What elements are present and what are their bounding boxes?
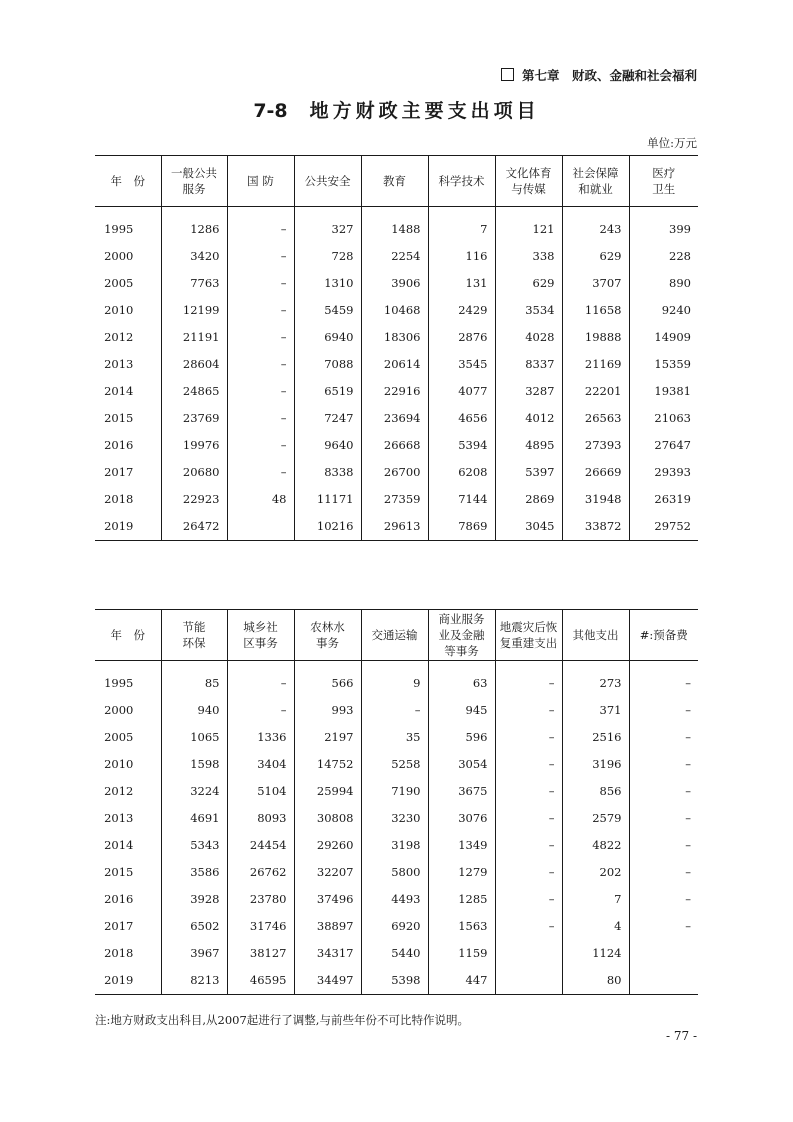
value-cell: 29752 xyxy=(629,512,698,541)
value-cell: – xyxy=(227,377,294,404)
table-row xyxy=(95,912,698,939)
year-cell: 2016 xyxy=(104,891,134,906)
value-cell: 3928 xyxy=(161,885,227,912)
chapter-title: 第七章 财政、金融和社会福利 xyxy=(521,68,697,83)
spacer-row xyxy=(95,207,698,216)
value-cell: 566 xyxy=(294,669,361,696)
table-row xyxy=(95,323,698,350)
value-cell: 2579 xyxy=(562,804,629,831)
column-header: 年 份 xyxy=(95,610,161,661)
value-cell: 24865 xyxy=(161,377,227,404)
year-cell: 2016 xyxy=(104,437,134,452)
year-cell: 2019 xyxy=(95,512,161,541)
value-cell: 4691 xyxy=(161,804,227,831)
value-cell: 1349 xyxy=(428,831,495,858)
value-cell: – xyxy=(227,296,294,323)
value-cell: 7 xyxy=(428,215,495,242)
value-cell: 29260 xyxy=(294,831,361,858)
value-cell: – xyxy=(629,804,698,831)
value-cell: 8338 xyxy=(294,458,361,485)
value-cell xyxy=(629,966,698,995)
value-cell: 5394 xyxy=(428,431,495,458)
table-row xyxy=(95,296,698,323)
value-cell: – xyxy=(227,431,294,458)
value-cell: 1286 xyxy=(161,215,227,242)
value-cell: 21063 xyxy=(629,404,698,431)
value-cell: 37496 xyxy=(294,885,361,912)
value-cell: 7763 xyxy=(161,269,227,296)
value-cell: – xyxy=(629,831,698,858)
table-row xyxy=(95,696,698,723)
value-cell: 3224 xyxy=(161,777,227,804)
value-cell: 2869 xyxy=(495,485,562,512)
year-cell: 2015 xyxy=(104,410,134,425)
value-cell: 18306 xyxy=(361,323,428,350)
spacer-cell xyxy=(161,661,227,670)
page-number: - 77 - xyxy=(665,1029,697,1043)
value-cell: – xyxy=(227,215,294,242)
value-cell: – xyxy=(227,458,294,485)
value-cell: 890 xyxy=(629,269,698,296)
value-cell: – xyxy=(495,696,562,723)
footnote: 注:地方财政支出科目,从2007起进行了调整,与前些年份不可比特作说明。 xyxy=(95,1013,469,1027)
value-cell: – xyxy=(629,912,698,939)
value-cell: 8213 xyxy=(161,966,227,995)
value-cell: 5104 xyxy=(227,777,294,804)
value-cell: 3198 xyxy=(361,831,428,858)
value-cell: 993 xyxy=(294,696,361,723)
column-header: 城乡社 区事务 xyxy=(227,610,294,661)
value-cell: – xyxy=(629,669,698,696)
year-cell: 2010 xyxy=(104,302,134,317)
value-cell: 35 xyxy=(361,723,428,750)
value-cell: 63 xyxy=(428,669,495,696)
column-header: 公共安全 xyxy=(294,156,361,207)
value-cell: – xyxy=(227,350,294,377)
value-cell: 9 xyxy=(361,669,428,696)
value-cell: 14909 xyxy=(629,323,698,350)
year-cell: 2014 xyxy=(104,383,134,398)
table-title: 地方财政主要支出项目 xyxy=(309,100,540,122)
value-cell: 20680 xyxy=(161,458,227,485)
value-cell: 945 xyxy=(428,696,495,723)
value-cell: 243 xyxy=(562,215,629,242)
value-cell: 5258 xyxy=(361,750,428,777)
spacer-cell xyxy=(294,207,361,216)
value-cell: – xyxy=(361,696,428,723)
year-cell: 2013 xyxy=(104,810,134,825)
year-cell: 2000 xyxy=(104,248,134,263)
chapter-header xyxy=(501,66,697,84)
value-cell: 11658 xyxy=(562,296,629,323)
value-cell: 23694 xyxy=(361,404,428,431)
value-cell: 940 xyxy=(161,696,227,723)
value-cell: 116 xyxy=(428,242,495,269)
value-cell: 5459 xyxy=(294,296,361,323)
value-cell: 2516 xyxy=(562,723,629,750)
value-cell xyxy=(227,512,294,541)
spacer-cell xyxy=(294,661,361,670)
value-cell: 1488 xyxy=(361,215,428,242)
value-cell: 48 xyxy=(227,485,294,512)
value-cell: 3675 xyxy=(428,777,495,804)
value-cell: – xyxy=(629,723,698,750)
value-cell: 629 xyxy=(562,242,629,269)
value-cell: 27393 xyxy=(562,431,629,458)
value-cell: 2429 xyxy=(428,296,495,323)
value-cell: 3586 xyxy=(161,858,227,885)
year-cell: 2019 xyxy=(95,966,161,995)
value-cell: 7 xyxy=(562,885,629,912)
value-cell: 1159 xyxy=(428,939,495,966)
table-row xyxy=(95,512,698,541)
value-cell: 10216 xyxy=(294,512,361,541)
table-row xyxy=(95,458,698,485)
spacer-cell xyxy=(95,207,161,216)
value-cell: 2197 xyxy=(294,723,361,750)
column-header: 其他支出 xyxy=(562,610,629,661)
value-cell: 121 xyxy=(495,215,562,242)
value-cell: 3967 xyxy=(161,939,227,966)
year-cell: 2018 xyxy=(104,945,134,960)
value-cell: 1598 xyxy=(161,750,227,777)
value-cell: 31746 xyxy=(227,912,294,939)
value-cell: 4895 xyxy=(495,431,562,458)
value-cell: 6920 xyxy=(361,912,428,939)
value-cell xyxy=(495,966,562,995)
value-cell: 5800 xyxy=(361,858,428,885)
value-cell: 31948 xyxy=(562,485,629,512)
table-row xyxy=(95,939,698,966)
value-cell: 33872 xyxy=(562,512,629,541)
value-cell: 856 xyxy=(562,777,629,804)
value-cell: 22923 xyxy=(161,485,227,512)
value-cell: 1279 xyxy=(428,858,495,885)
value-cell: 7144 xyxy=(428,485,495,512)
value-cell: – xyxy=(629,777,698,804)
value-cell: 4493 xyxy=(361,885,428,912)
value-cell: 273 xyxy=(562,669,629,696)
value-cell: 34497 xyxy=(294,966,361,995)
value-cell: 8093 xyxy=(227,804,294,831)
spacer-cell xyxy=(495,207,562,216)
value-cell: 29613 xyxy=(361,512,428,541)
value-cell: 1065 xyxy=(161,723,227,750)
spacer-cell xyxy=(428,207,495,216)
value-cell: 4028 xyxy=(495,323,562,350)
year-cell: 1995 xyxy=(104,675,134,690)
value-cell: 4077 xyxy=(428,377,495,404)
column-header: 文化体育 与传媒 xyxy=(495,156,562,207)
value-cell: 3287 xyxy=(495,377,562,404)
value-cell: 202 xyxy=(562,858,629,885)
value-cell: 19888 xyxy=(562,323,629,350)
value-cell: – xyxy=(495,831,562,858)
value-cell: 14752 xyxy=(294,750,361,777)
value-cell: 38897 xyxy=(294,912,361,939)
year-cell: 2017 xyxy=(104,918,134,933)
value-cell: 4822 xyxy=(562,831,629,858)
value-cell: – xyxy=(227,269,294,296)
value-cell: 26669 xyxy=(562,458,629,485)
value-cell: 26762 xyxy=(227,858,294,885)
value-cell: 26319 xyxy=(629,485,698,512)
table-row xyxy=(95,723,698,750)
table-number: 7-8 xyxy=(253,100,288,122)
value-cell: 1336 xyxy=(227,723,294,750)
value-cell: – xyxy=(629,858,698,885)
value-cell: – xyxy=(227,323,294,350)
spacer-cell xyxy=(227,661,294,670)
value-cell: 25994 xyxy=(294,777,361,804)
column-header: 一般公共 服务 xyxy=(161,156,227,207)
value-cell: 629 xyxy=(495,269,562,296)
table-row xyxy=(95,377,698,404)
value-cell: 2876 xyxy=(428,323,495,350)
value-cell: 3906 xyxy=(361,269,428,296)
year-cell: 2012 xyxy=(104,783,134,798)
expenditure-table-1 xyxy=(95,155,698,541)
value-cell: – xyxy=(629,885,698,912)
value-cell: 32207 xyxy=(294,858,361,885)
value-cell: – xyxy=(227,404,294,431)
year-cell: 2015 xyxy=(104,864,134,879)
spacer-cell xyxy=(361,207,428,216)
column-header: #:预备费 xyxy=(629,610,698,661)
column-header: 商业服务 业及金融 等事务 xyxy=(428,610,495,661)
value-cell: 3196 xyxy=(562,750,629,777)
value-cell: 15359 xyxy=(629,350,698,377)
value-cell: 30808 xyxy=(294,804,361,831)
year-cell: 2013 xyxy=(104,356,134,371)
value-cell: 447 xyxy=(428,966,495,995)
square-icon xyxy=(501,68,514,81)
value-cell: 26700 xyxy=(361,458,428,485)
value-cell: 327 xyxy=(294,215,361,242)
column-header: 科学技术 xyxy=(428,156,495,207)
value-cell: 3404 xyxy=(227,750,294,777)
value-cell: – xyxy=(495,723,562,750)
value-cell: 3534 xyxy=(495,296,562,323)
value-cell: 6940 xyxy=(294,323,361,350)
spacer-cell xyxy=(562,661,629,670)
table-row xyxy=(95,777,698,804)
value-cell: 11171 xyxy=(294,485,361,512)
spacer-cell xyxy=(95,661,161,670)
year-cell: 2017 xyxy=(104,464,134,479)
value-cell: 80 xyxy=(562,966,629,995)
column-header: 年 份 xyxy=(95,156,161,207)
value-cell: 38127 xyxy=(227,939,294,966)
value-cell: 399 xyxy=(629,215,698,242)
value-cell: 338 xyxy=(495,242,562,269)
value-cell: – xyxy=(629,750,698,777)
value-cell: 2254 xyxy=(361,242,428,269)
year-cell: 2005 xyxy=(104,275,134,290)
spacer-cell xyxy=(161,207,227,216)
column-header: 医疗 卫生 xyxy=(629,156,698,207)
value-cell: 21169 xyxy=(562,350,629,377)
spacer-row xyxy=(95,661,698,670)
table-row xyxy=(95,269,698,296)
year-cell: 1995 xyxy=(104,221,134,236)
spacer-cell xyxy=(495,661,562,670)
value-cell: 3076 xyxy=(428,804,495,831)
column-header: 国 防 xyxy=(227,156,294,207)
value-cell: 26668 xyxy=(361,431,428,458)
spacer-cell xyxy=(629,207,698,216)
value-cell: 26563 xyxy=(562,404,629,431)
value-cell: 23780 xyxy=(227,885,294,912)
table-row xyxy=(95,831,698,858)
value-cell: 22916 xyxy=(361,377,428,404)
column-header: 节能 环保 xyxy=(161,610,227,661)
table-row xyxy=(95,750,698,777)
table-row xyxy=(95,669,698,696)
value-cell: 228 xyxy=(629,242,698,269)
value-cell: – xyxy=(227,242,294,269)
value-cell: 28604 xyxy=(161,350,227,377)
header-row xyxy=(95,156,698,207)
table-row xyxy=(95,404,698,431)
column-header: 农林水 事务 xyxy=(294,610,361,661)
year-cell: 2014 xyxy=(104,837,134,852)
year-cell: 2012 xyxy=(104,329,134,344)
table-row xyxy=(95,215,698,242)
spacer-cell xyxy=(428,661,495,670)
value-cell: – xyxy=(495,858,562,885)
value-cell: 5398 xyxy=(361,966,428,995)
value-cell: 21191 xyxy=(161,323,227,350)
year-cell: 2010 xyxy=(104,756,134,771)
value-cell: 3045 xyxy=(495,512,562,541)
value-cell: 7190 xyxy=(361,777,428,804)
value-cell: 22201 xyxy=(562,377,629,404)
spacer-cell xyxy=(562,207,629,216)
value-cell: 5343 xyxy=(161,831,227,858)
value-cell xyxy=(495,939,562,966)
spacer-cell xyxy=(629,661,698,670)
value-cell: 9240 xyxy=(629,296,698,323)
column-header: 交通运输 xyxy=(361,610,428,661)
value-cell: 4012 xyxy=(495,404,562,431)
value-cell: 9640 xyxy=(294,431,361,458)
table-row xyxy=(95,885,698,912)
value-cell: – xyxy=(227,669,294,696)
year-cell: 2000 xyxy=(104,702,134,717)
value-cell: 7247 xyxy=(294,404,361,431)
value-cell: 5397 xyxy=(495,458,562,485)
value-cell: – xyxy=(629,696,698,723)
value-cell: 3054 xyxy=(428,750,495,777)
value-cell: 3707 xyxy=(562,269,629,296)
table-row xyxy=(95,966,698,995)
table-row xyxy=(95,350,698,377)
value-cell: 728 xyxy=(294,242,361,269)
value-cell: 1310 xyxy=(294,269,361,296)
value-cell: 20614 xyxy=(361,350,428,377)
value-cell: 5440 xyxy=(361,939,428,966)
value-cell: 8337 xyxy=(495,350,562,377)
value-cell: 10468 xyxy=(361,296,428,323)
column-header: 地震灾后恢 复重建支出 xyxy=(495,610,562,661)
value-cell: – xyxy=(495,750,562,777)
value-cell: 85 xyxy=(161,669,227,696)
value-cell: – xyxy=(495,804,562,831)
table-row xyxy=(95,431,698,458)
value-cell: 3420 xyxy=(161,242,227,269)
column-header: 教育 xyxy=(361,156,428,207)
value-cell: 46595 xyxy=(227,966,294,995)
value-cell: 131 xyxy=(428,269,495,296)
page-title xyxy=(0,96,793,123)
value-cell: 27359 xyxy=(361,485,428,512)
table-row xyxy=(95,858,698,885)
value-cell: 3545 xyxy=(428,350,495,377)
value-cell: 4656 xyxy=(428,404,495,431)
value-cell: 34317 xyxy=(294,939,361,966)
spacer-cell xyxy=(227,207,294,216)
year-cell: 2005 xyxy=(104,729,134,744)
value-cell: 12199 xyxy=(161,296,227,323)
value-cell: 23769 xyxy=(161,404,227,431)
unit-label: 单位:万元 xyxy=(647,136,697,150)
value-cell: 6502 xyxy=(161,912,227,939)
value-cell: – xyxy=(495,669,562,696)
table-row xyxy=(95,242,698,269)
expenditure-table-2 xyxy=(95,609,698,995)
value-cell: 27647 xyxy=(629,431,698,458)
value-cell: 29393 xyxy=(629,458,698,485)
value-cell: 19381 xyxy=(629,377,698,404)
spacer-cell xyxy=(361,661,428,670)
value-cell: 1563 xyxy=(428,912,495,939)
header-row xyxy=(95,610,698,661)
value-cell: – xyxy=(495,777,562,804)
value-cell: 596 xyxy=(428,723,495,750)
value-cell: – xyxy=(495,912,562,939)
column-header: 社会保障 和就业 xyxy=(562,156,629,207)
value-cell: 6519 xyxy=(294,377,361,404)
value-cell: 4 xyxy=(562,912,629,939)
value-cell: 7869 xyxy=(428,512,495,541)
table-row xyxy=(95,485,698,512)
value-cell: – xyxy=(227,696,294,723)
value-cell xyxy=(629,939,698,966)
value-cell: 1285 xyxy=(428,885,495,912)
value-cell: 6208 xyxy=(428,458,495,485)
value-cell: 1124 xyxy=(562,939,629,966)
value-cell: – xyxy=(495,885,562,912)
value-cell: 371 xyxy=(562,696,629,723)
value-cell: 19976 xyxy=(161,431,227,458)
value-cell: 7088 xyxy=(294,350,361,377)
table-row xyxy=(95,804,698,831)
value-cell: 24454 xyxy=(227,831,294,858)
value-cell: 26472 xyxy=(161,512,227,541)
year-cell: 2018 xyxy=(104,491,134,506)
value-cell: 3230 xyxy=(361,804,428,831)
